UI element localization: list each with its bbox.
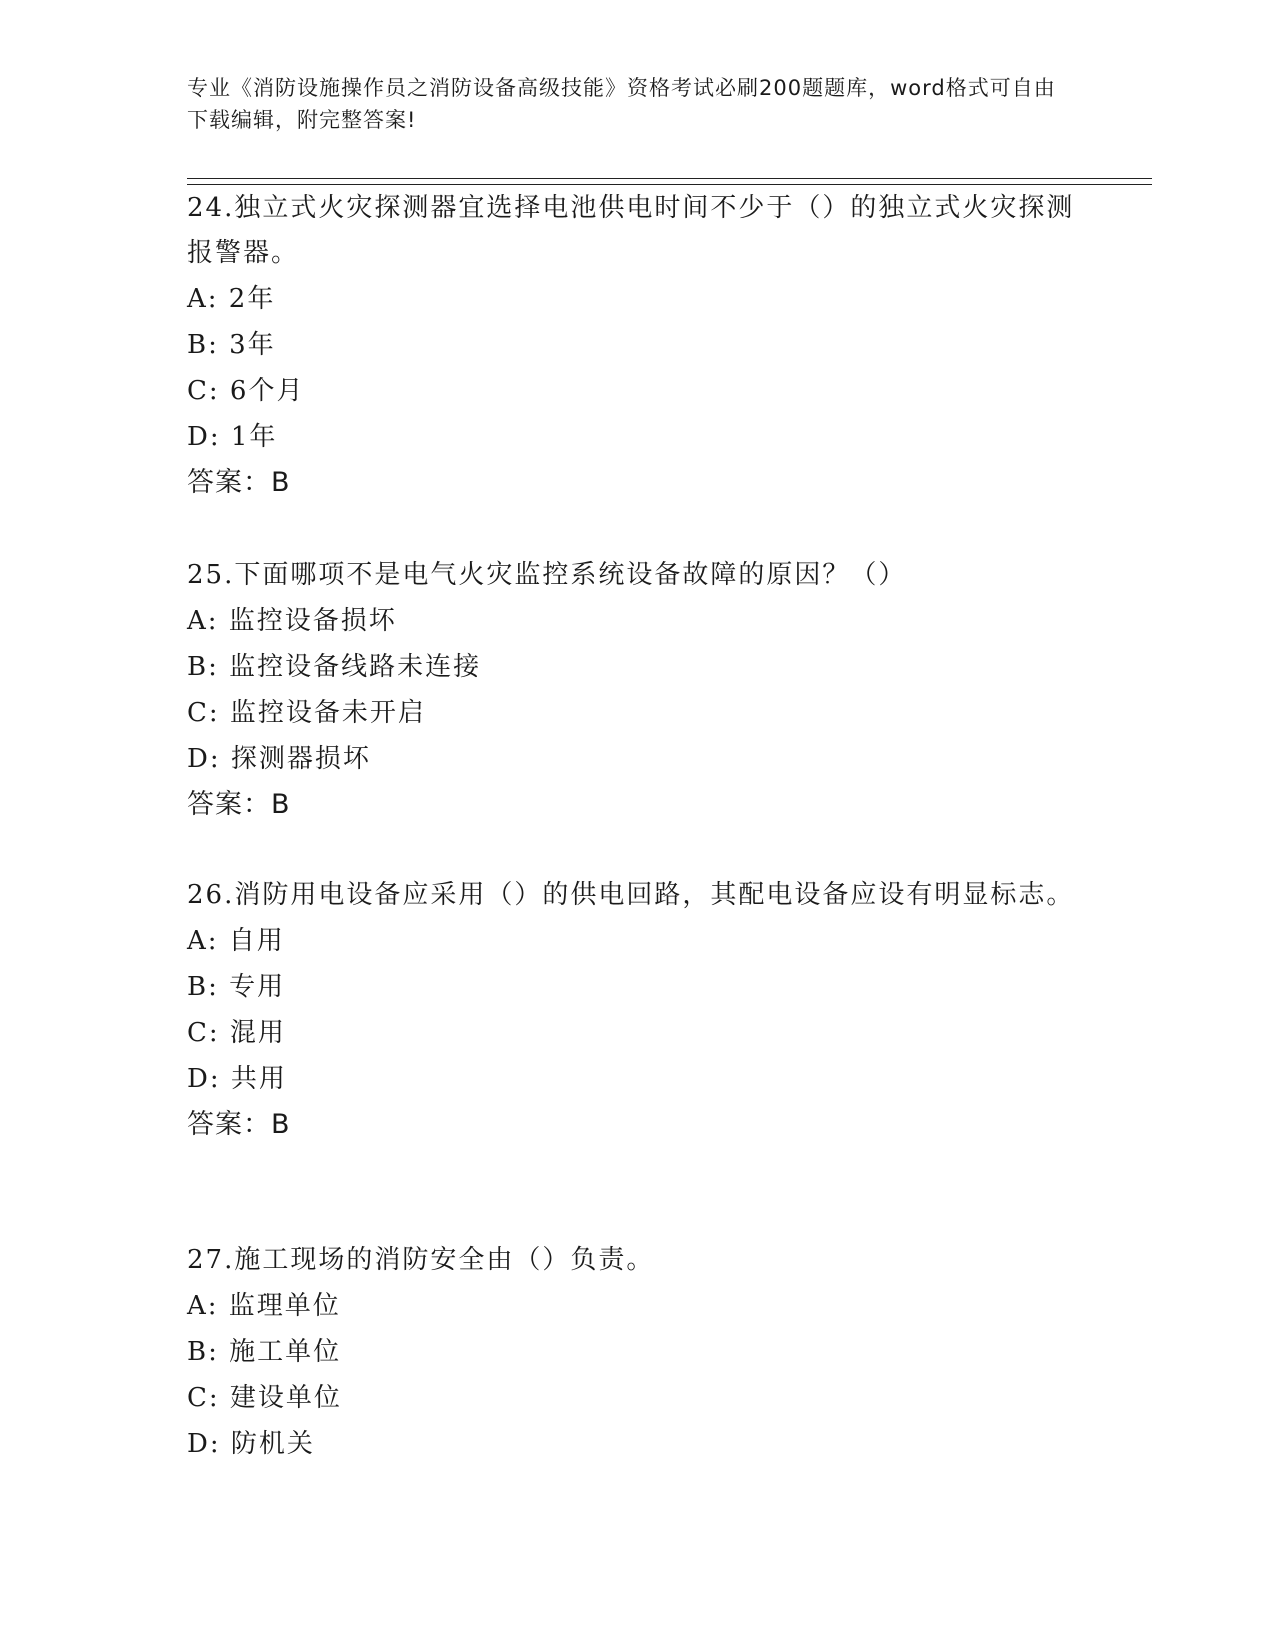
option-b: B: 专用: [187, 972, 286, 1002]
question-stem: 26.消防用电设备应采用（）的供电回路，其配电设备应设有明显标志。: [187, 880, 1075, 910]
option-a: A: 自用: [187, 926, 285, 956]
option-b: B: 施工单位: [187, 1337, 342, 1367]
option-b: B: 3年: [187, 330, 276, 360]
option-c: C: 建设单位: [187, 1383, 342, 1413]
question-stem: 24.独立式火灾探测器宜选择电池供电时间不少于（）的独立式火灾探测报警器。: [187, 193, 1075, 268]
header-intro-text: 专业《消防设施操作员之消防设备高级技能》资格考试必刷200题题库，word格式可自由下载编辑，附完整答案!: [187, 76, 1056, 132]
option-a: A: 监理单位: [187, 1291, 341, 1321]
answer: 答案：B: [187, 467, 291, 498]
option-d: D: 防机关: [187, 1429, 315, 1459]
question-27: [187, 1238, 1087, 1467]
option-c: C: 监控设备未开启: [187, 698, 426, 728]
question-25: [187, 553, 1087, 828]
question-stem: 27.施工现场的消防安全由（）负责。: [187, 1245, 655, 1275]
option-d: D: 探测器损坏: [187, 744, 371, 774]
answer: 答案：B: [187, 789, 291, 820]
question-26: [187, 873, 1087, 1148]
option-c: C: 6个月: [187, 376, 305, 406]
option-a: A: 监控设备损坏: [187, 606, 397, 636]
question-stem: 25.下面哪项不是电气火灾监控系统设备故障的原因？（）: [187, 560, 907, 590]
header-divider-top: [187, 178, 1152, 179]
question-24: [187, 186, 1087, 506]
header-divider-bottom: [187, 184, 1152, 185]
option-a: A: 2年: [187, 284, 276, 314]
option-b: B: 监控设备线路未连接: [187, 652, 482, 682]
option-d: D: 1年: [187, 422, 278, 452]
option-c: C: 混用: [187, 1018, 286, 1048]
document-header: [187, 72, 1067, 136]
option-d: D: 共用: [187, 1064, 287, 1094]
answer: 答案：B: [187, 1109, 291, 1140]
